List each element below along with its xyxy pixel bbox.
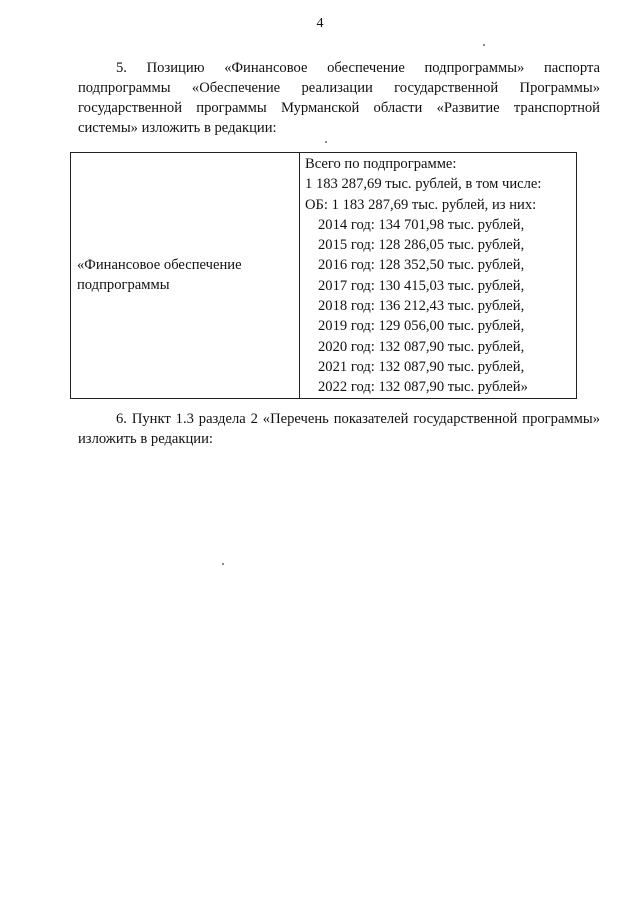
paragraph-5-line-1: 5. Позицию «Финансовое обеспечение подпрограммы» паспорта <box>116 60 600 76</box>
paragraph-6 <box>78 409 600 449</box>
scan-speck <box>222 563 224 565</box>
year-amount-line: 2022 год: 132 087,90 тыс. рублей» <box>318 379 528 396</box>
year-amount-line: 2021 год: 132 087,90 тыс. рублей, <box>318 358 525 375</box>
year-amount-line: 2014 год: 134 701,98 тыс. рублей, <box>318 216 525 233</box>
financing-label-cell <box>71 153 300 399</box>
total-heading: Всего по подпрограмме: <box>305 156 457 172</box>
year-amount-line: 2015 год: 128 286,05 тыс. рублей, <box>318 237 525 254</box>
paragraph-5-line-2: подпрограммы «Обеспечение реализации государственной Программы» <box>78 80 600 96</box>
label-line: подпрограммы <box>77 277 170 294</box>
page-number: 4 <box>316 16 324 31</box>
year-amount-line: 2019 год: 129 056,00 тыс. рублей, <box>318 318 525 335</box>
year-amount-line: 2018 год: 136 212,43 тыс. рублей, <box>318 298 525 315</box>
paragraph-6-line-2: программы» изложить в редакции: <box>78 411 601 447</box>
paragraph-5 <box>78 58 600 138</box>
scan-speck <box>483 44 485 46</box>
paragraph-6-line-1: 6. Пункт 1.3 раздела 2 «Перечень показателей государственной <box>116 411 518 427</box>
year-amount-line: 2016 год: 128 352,50 тыс. рублей, <box>318 257 525 274</box>
table-row <box>71 153 577 399</box>
paragraph-5-line-3: государственной программы Мурманской области «Развитие транспортной <box>78 100 600 116</box>
year-amount-line: 2017 год: 130 415,03 тыс. рублей, <box>318 277 525 294</box>
scan-speck <box>325 141 327 143</box>
paragraph-5-line-4: системы» изложить в редакции: <box>78 120 277 136</box>
financing-value-cell <box>300 153 577 399</box>
label-line: «Финансовое обеспечение <box>77 257 242 274</box>
total-amount: 1 183 287,69 тыс. рублей, в том числе: <box>305 176 542 193</box>
financing-table <box>70 152 577 399</box>
year-amount-line: 2020 год: 132 087,90 тыс. рублей, <box>318 338 525 355</box>
regional-budget-amount: ОБ: 1 183 287,69 тыс. рублей, из них: <box>305 196 537 213</box>
